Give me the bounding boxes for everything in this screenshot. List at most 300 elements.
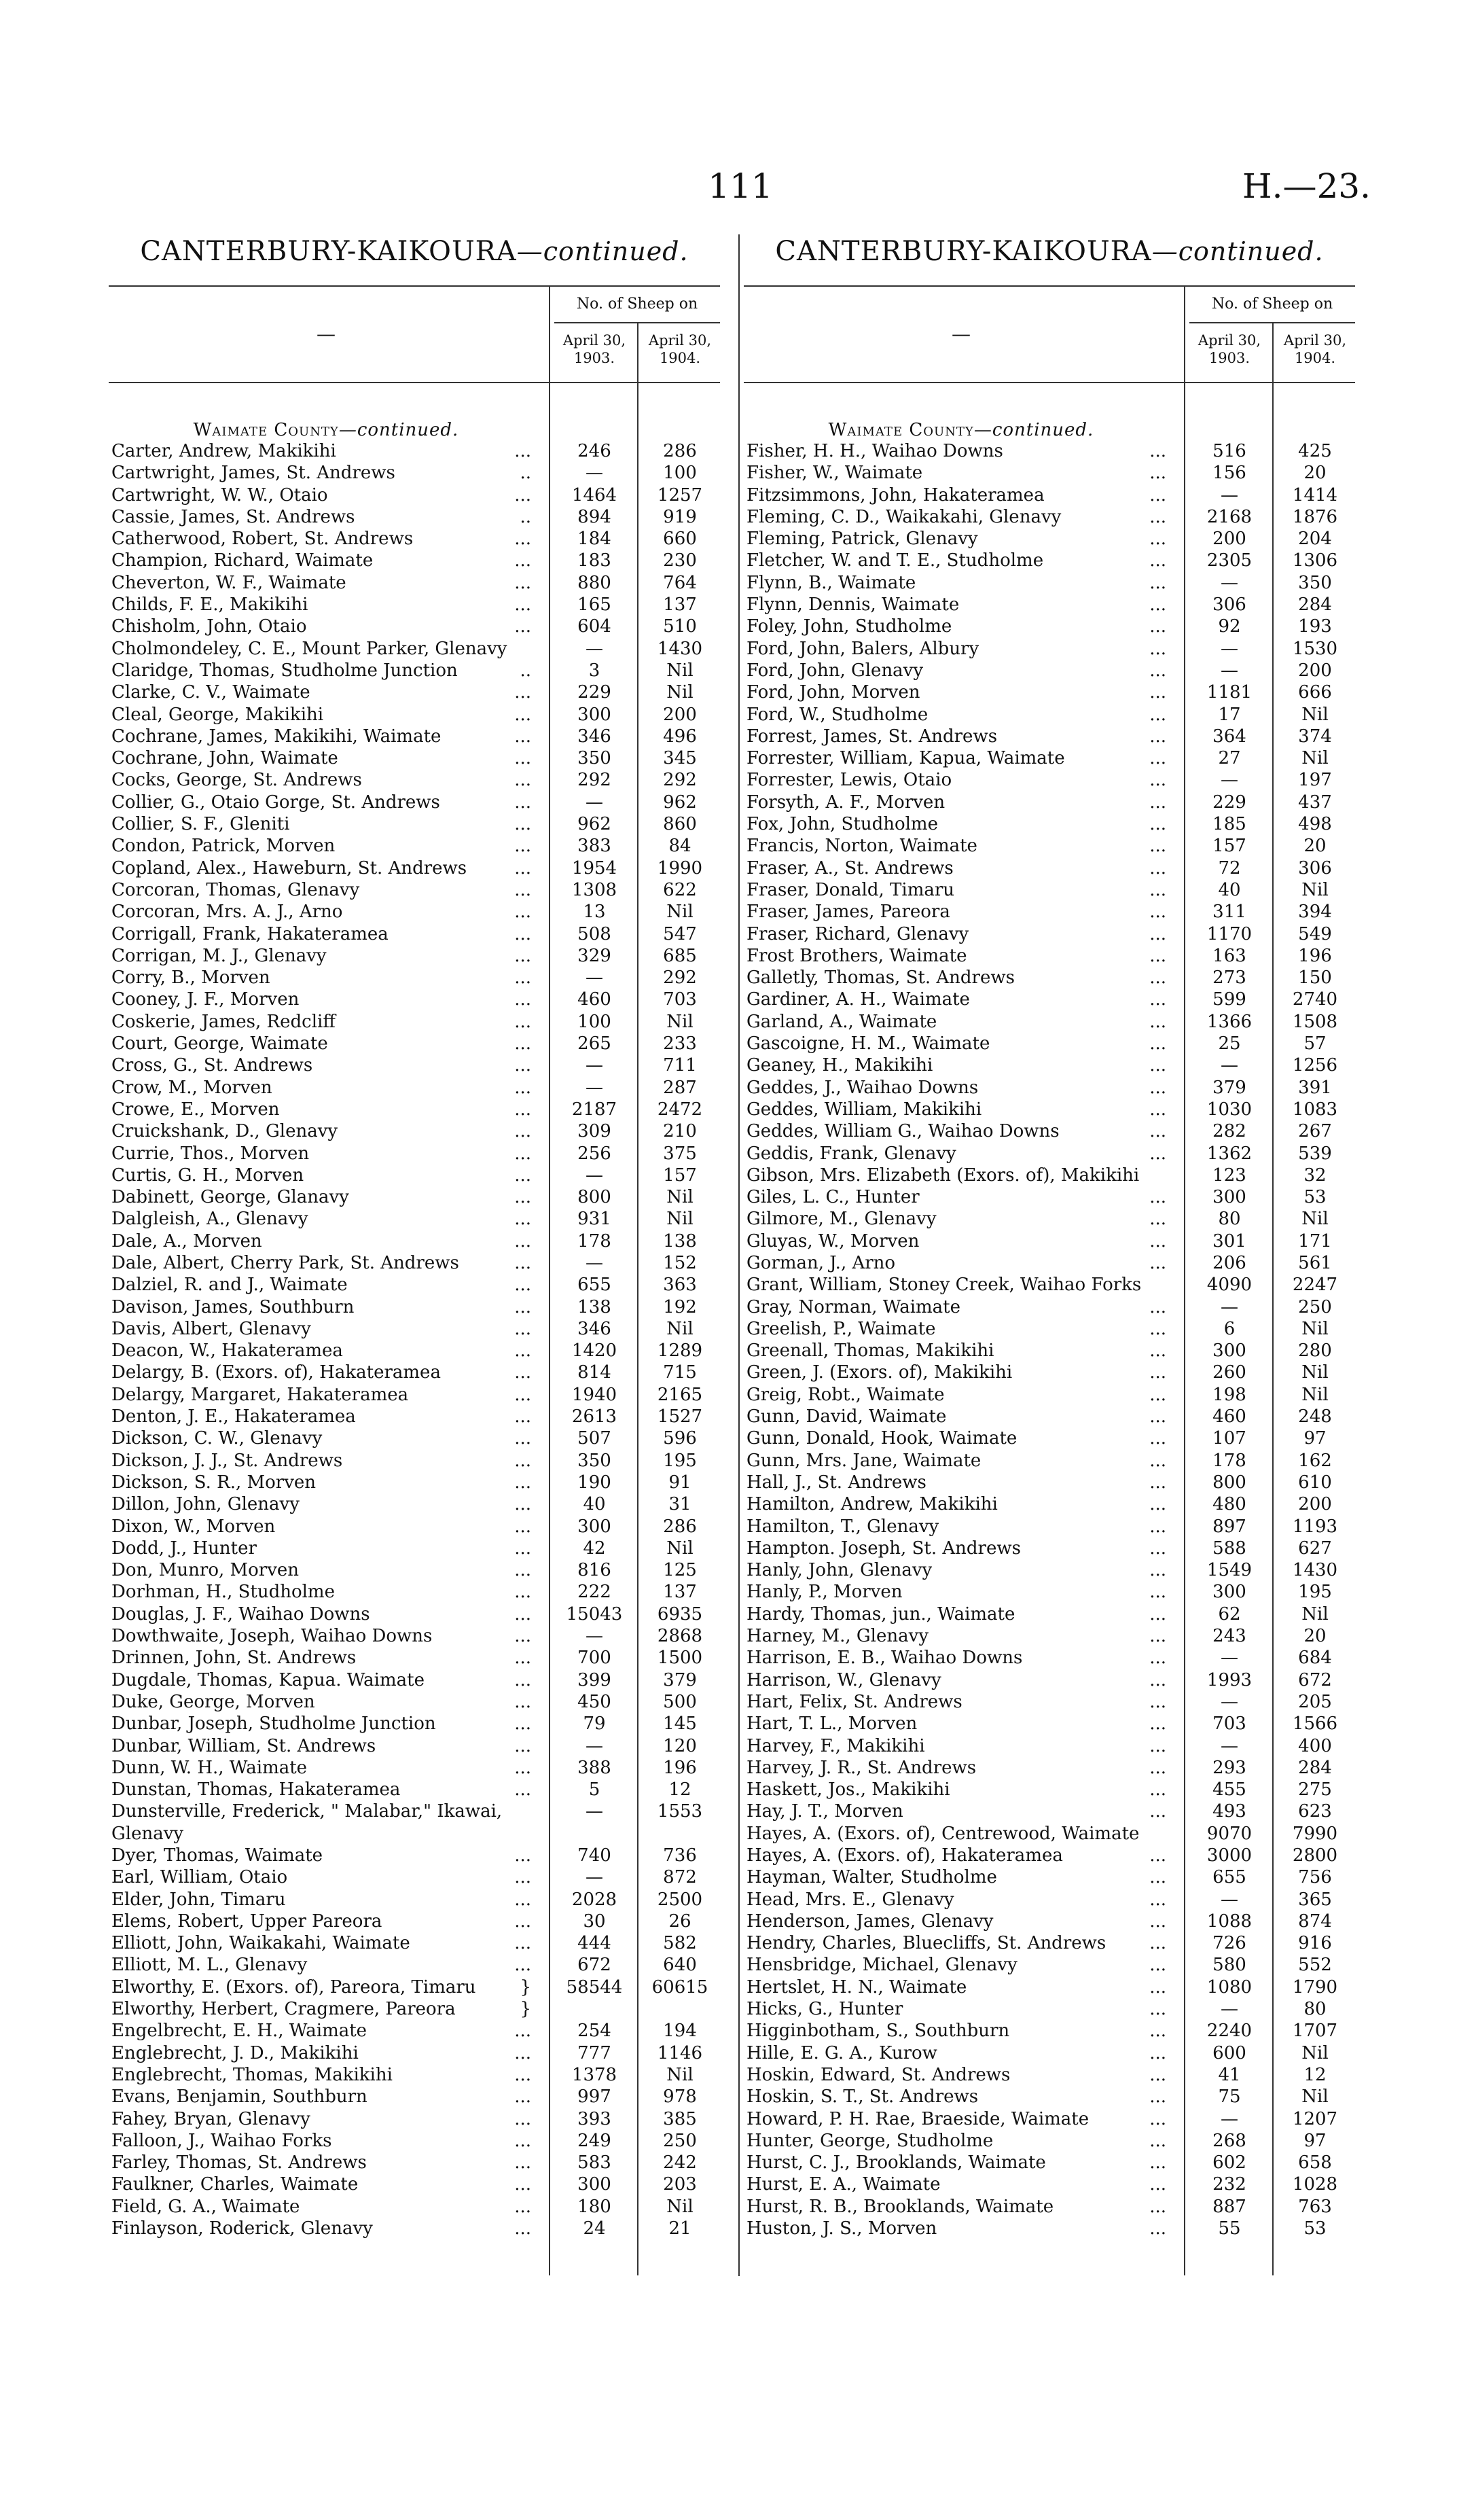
leader-dots: ... <box>1145 1889 1166 1911</box>
leader-dots: ... <box>1145 747 1166 769</box>
leader-dots: ... <box>510 1143 531 1165</box>
sheep-1904: 200 <box>663 704 697 725</box>
sheep-1904: 197 <box>1298 770 1332 791</box>
sheep-1904: 1146 <box>657 2042 703 2063</box>
sheep-1904: 622 <box>663 879 697 900</box>
owner-name: Dickson, J. J., St. Andrews ... <box>111 1450 531 1471</box>
sheep-1903: 79 <box>583 1714 606 1735</box>
sheep-1903: 997 <box>577 2087 611 2108</box>
sheep-1904: 233 <box>663 1033 697 1054</box>
sheep-1903: 1464 <box>571 484 617 505</box>
table-row <box>744 1186 1355 1208</box>
owner-name: Cleal, George, Makikihi ... <box>111 704 531 725</box>
table-row <box>109 1450 720 1472</box>
sheep-1903: 393 <box>577 2108 611 2129</box>
sheep-1904: 194 <box>663 2021 697 2042</box>
sheep-1903: 80 <box>1218 1209 1241 1230</box>
sheep-1903: 894 <box>577 506 611 527</box>
leader-dots: ... <box>510 792 531 813</box>
sheep-1904: 286 <box>663 441 697 461</box>
leader-dots: ... <box>1145 1911 1166 1932</box>
year-1904-header: April 30, 1904. <box>1283 332 1347 366</box>
right-table-body <box>744 383 1355 2275</box>
owner-name: Collier, S. F., Gleniti ... <box>111 814 531 835</box>
owner-name: Cartwright, W. W., Otaio ... <box>111 484 531 505</box>
sheep-1904: 280 <box>1298 1341 1332 1362</box>
sheep-1903: 4090 <box>1206 1275 1253 1296</box>
leader-dots: ... <box>1145 1493 1166 1515</box>
owner-name: Dyer, Thomas, Waimate ... <box>111 1845 531 1866</box>
sheep-1904: 510 <box>663 616 697 637</box>
right-rows <box>744 440 1355 2239</box>
sheep-1903: 655 <box>1212 1867 1246 1888</box>
sheep-1904: 157 <box>663 1165 697 1186</box>
owner-name: Geddes, William G., Waihao Downs ... <box>746 1121 1166 1142</box>
sheep-1904: 306 <box>1298 857 1332 879</box>
owner-name: Hurst, C. J., Brooklands, Waimate ... <box>746 2152 1166 2173</box>
sheep-1904: 248 <box>1298 1406 1332 1427</box>
sheep-1903: 232 <box>1212 2174 1246 2195</box>
sheep-1904: 1876 <box>1292 506 1338 527</box>
leader-dots: ... <box>1145 1296 1166 1318</box>
sheep-1904: Nil <box>666 1011 694 1032</box>
owner-name: Hertslet, H. N., Waimate ... <box>746 1976 1166 1998</box>
owner-name: Cross, G., St. Andrews ... <box>111 1055 531 1076</box>
leader-dots: ... <box>1145 704 1166 726</box>
table-row <box>109 1581 720 1603</box>
sheep-1903: 3000 <box>1206 1845 1253 1866</box>
sheep-1904: 763 <box>1298 2196 1332 2217</box>
sheep-1904: 91 <box>668 1472 691 1493</box>
leader-dots: ... <box>1145 660 1166 681</box>
sheep-1903: 190 <box>577 1472 611 1493</box>
owner-name: Green, J. (Exors. of), Makikihi ... <box>746 1362 1166 1383</box>
sheep-1903: — <box>586 463 603 484</box>
sheep-1903: 583 <box>577 2152 611 2173</box>
sheep-1903: 516 <box>1212 441 1246 461</box>
sheep-1904: 684 <box>1298 1648 1332 1669</box>
left-table-header <box>109 285 720 383</box>
sheep-1904: 1566 <box>1292 1714 1338 1735</box>
owner-name: Hanly, John, Glenavy ... <box>746 1560 1166 1581</box>
table-row <box>744 835 1355 857</box>
sheep-1903: 256 <box>577 1143 611 1164</box>
leader-dots: ... <box>510 1559 531 1581</box>
owner-name: Englebrecht, Thomas, Makikihi ... <box>111 2064 531 2085</box>
leader-dots: ... <box>510 1362 531 1383</box>
sheep-1904: 204 <box>1298 529 1332 550</box>
sheep-1903: 399 <box>577 1669 611 1690</box>
sheep-1903: 814 <box>577 1362 611 1383</box>
sheep-1903: 15043 <box>566 1603 623 1625</box>
sheep-1904: 84 <box>668 836 691 857</box>
table-row <box>744 1120 1355 1142</box>
table-row <box>109 2108 720 2130</box>
owner-name: Condon, Patrick, Morven ... <box>111 836 531 857</box>
owner-name: Corcoran, Thomas, Glenavy ... <box>111 879 531 900</box>
sheep-1903: — <box>1221 1889 1238 1910</box>
owner-name: Huston, J. S., Morven ... <box>746 2218 1166 2239</box>
owner-name: Flynn, B., Waimate ... <box>746 572 1166 593</box>
table-row <box>109 638 720 660</box>
sheep-1903: — <box>586 1077 603 1098</box>
table-row <box>744 2042 1355 2064</box>
table-row <box>109 1757 720 1779</box>
leader-dots: ... <box>510 1691 531 1713</box>
owner-name: Don, Munro, Morven ... <box>111 1560 531 1581</box>
owner-name: Coskerie, James, Redcliff ... <box>111 1011 531 1032</box>
table-row <box>109 1165 720 1186</box>
table-row <box>109 1318 720 1340</box>
leader-dots: ... <box>510 550 531 571</box>
leader-dots: ... <box>1145 1976 1166 1998</box>
sheep-1903: 254 <box>577 2021 611 2042</box>
sheep-1904: 250 <box>663 2130 697 2151</box>
sheep-1904: 1527 <box>657 1406 703 1427</box>
sheep-1904: 31 <box>668 1494 691 1515</box>
table-row <box>109 550 720 571</box>
sheep-1903: — <box>1221 770 1238 791</box>
table-row <box>109 660 720 681</box>
owner-name: Hurst, E. A., Waimate ... <box>746 2174 1166 2195</box>
table-row <box>744 1581 1355 1603</box>
sheep-1904: 2472 <box>657 1099 703 1120</box>
owner-name: Elliott, John, Waikakahi, Waimate ... <box>111 1933 531 1954</box>
table-row <box>109 1647 720 1669</box>
leader-dots: ... <box>510 704 531 726</box>
sheep-1904: 1553 <box>657 1801 703 1822</box>
sheep-1904: 561 <box>1298 1252 1332 1273</box>
table-row <box>744 1538 1355 1559</box>
sheep-1904: 120 <box>663 1735 697 1756</box>
sheep-1904: 500 <box>663 1691 697 1712</box>
sheep-1903: 178 <box>577 1230 611 1252</box>
sheep-1903: 887 <box>1212 2196 1246 2217</box>
owner-name: Flynn, Dennis, Waimate ... <box>746 594 1166 616</box>
owner-name: Farley, Thomas, St. Andrews ... <box>111 2152 531 2173</box>
leader-dots: ... <box>1145 1691 1166 1713</box>
sheep-1904: 2165 <box>657 1384 703 1405</box>
table-row <box>109 1625 720 1647</box>
sheep-1904: 195 <box>663 1450 697 1471</box>
name-column-header: — <box>317 323 336 345</box>
table-row <box>109 857 720 879</box>
table-row <box>744 1252 1355 1274</box>
leader-dots: ... <box>510 1186 531 1208</box>
sheep-1903: — <box>586 1801 603 1822</box>
sheep-1904: 1257 <box>657 484 703 505</box>
leader-dots: ... <box>510 1054 531 1076</box>
table-row <box>109 1099 720 1120</box>
sheep-1904: 6935 <box>657 1603 703 1625</box>
sheep-1904: 1530 <box>1292 638 1338 659</box>
sheep-1904: 284 <box>1298 1757 1332 1778</box>
owner-name: Currie, Thos., Morven ... <box>111 1143 531 1164</box>
leader-dots: ... <box>1145 1538 1166 1559</box>
table-row <box>744 2064 1355 2086</box>
sheep-1903: 604 <box>577 616 611 637</box>
sheep-1903: 493 <box>1212 1801 1246 1822</box>
sheep-1903: — <box>1221 1999 1238 2020</box>
owner-name: Hendry, Charles, Bluecliffs, St. Andrews ... <box>746 1933 1166 1954</box>
leader-dots: ... <box>510 1033 531 1054</box>
owner-name: Dunbar, William, St. Andrews ... <box>111 1735 531 1756</box>
leader-dots: ... <box>1145 1625 1166 1647</box>
leader-dots: ... <box>1145 989 1166 1010</box>
sheep-1904: 2247 <box>1292 1275 1338 1296</box>
table-row <box>744 1823 1355 1845</box>
sheep-1904: Nil <box>1301 748 1329 769</box>
owner-name: Englebrecht, J. D., Makikihi ... <box>111 2042 531 2063</box>
owner-name: Hunter, George, Studholme ... <box>746 2130 1166 2151</box>
sheep-1904: 210 <box>663 1121 697 1142</box>
sheep-1904: 498 <box>1298 814 1332 835</box>
leader-dots: ... <box>510 1866 531 1888</box>
sheep-1903: 62 <box>1218 1603 1241 1625</box>
owner-name: Gibson, Mrs. Elizabeth (Exors. of), Makikihi <box>746 1165 1140 1186</box>
table-row <box>109 528 720 550</box>
leader-dots: ... <box>510 2042 531 2064</box>
table-row <box>744 1625 1355 1647</box>
leader-dots: ... <box>510 1274 531 1296</box>
table-row <box>109 2086 720 2108</box>
sheep-1903: 1181 <box>1206 682 1253 703</box>
sheep-1903: 1080 <box>1206 1976 1253 1998</box>
sheep-1903: 206 <box>1212 1252 1246 1273</box>
table-row <box>109 572 720 594</box>
leader-dots: ... <box>510 1384 531 1406</box>
sheep-1903: — <box>1221 2108 1238 2129</box>
table-row <box>744 1735 1355 1757</box>
table-row <box>109 1011 720 1033</box>
leader-dots: ... <box>1145 1033 1166 1054</box>
table-row <box>109 616 720 637</box>
sheep-1903: 42 <box>583 1538 606 1559</box>
owner-name: Cocks, George, St. Andrews ... <box>111 770 531 791</box>
sheep-1904: 193 <box>1298 616 1332 637</box>
sheep-1903: 480 <box>1212 1494 1246 1515</box>
sheep-1904: 610 <box>1298 1472 1332 1493</box>
owner-name: Hurst, R. B., Brooklands, Waimate ... <box>746 2196 1166 2217</box>
leader-dots: ... <box>510 1845 531 1866</box>
table-row <box>744 1230 1355 1252</box>
owner-name: Field, G. A., Waimate ... <box>111 2196 531 2217</box>
section-heading: Waimate County—continued. <box>828 420 1094 440</box>
leader-dots: ... <box>1145 2218 1166 2239</box>
leader-dots: ... <box>510 769 531 791</box>
table-row <box>109 1384 720 1406</box>
owner-name: Fisher, W., Waimate ... <box>746 463 1166 484</box>
sheep-1904: 623 <box>1298 1801 1332 1822</box>
table-row <box>109 1493 720 1515</box>
leader-dots: ... <box>1145 1011 1166 1033</box>
table-row <box>744 945 1355 967</box>
owner-name: Denton, J. E., Hakateramea ... <box>111 1406 531 1427</box>
table-row <box>744 1647 1355 1669</box>
table-row <box>744 440 1355 462</box>
sheep-1904: 145 <box>663 1714 697 1735</box>
sheep-1904: 658 <box>1298 2152 1332 2173</box>
leader-dots: ... <box>1145 1866 1166 1888</box>
owner-name: Carter, Andrew, Makikihi ... <box>111 441 531 461</box>
owner-name: Gunn, Mrs. Jane, Waimate ... <box>746 1450 1166 1471</box>
table-row <box>744 1099 1355 1120</box>
sheep-1904: 100 <box>663 463 697 484</box>
owner-name: Gunn, Donald, Hook, Waimate ... <box>746 1428 1166 1449</box>
sheep-1903: 460 <box>1212 1406 1246 1427</box>
table-row <box>744 1757 1355 1779</box>
leader-dots: ... <box>1145 1340 1166 1362</box>
leader-dots: .. <box>516 506 531 528</box>
owner-name: Dunn, W. H., Waimate ... <box>111 1757 531 1778</box>
owner-name: Chisholm, John, Otaio ... <box>111 616 531 637</box>
leader-dots: ... <box>1145 2108 1166 2130</box>
sheep-1903: 2240 <box>1206 2021 1253 2042</box>
owner-name: Forsyth, A. F., Morven ... <box>746 792 1166 813</box>
sheep-1903: 1993 <box>1206 1669 1253 1690</box>
sheep-1903: 655 <box>577 1275 611 1296</box>
table-row <box>744 1340 1355 1362</box>
sheep-1904: 200 <box>1298 1494 1332 1515</box>
owner-name: Hille, E. G. A., Kurow ... <box>746 2042 1166 2063</box>
table-row <box>744 638 1355 660</box>
sheep-1903: 6 <box>1223 1318 1236 1339</box>
sheep-1904: Nil <box>666 682 694 703</box>
table-row <box>744 1976 1355 1998</box>
sheep-1903: — <box>1221 1648 1238 1669</box>
table-row <box>109 1033 720 1054</box>
document-reference: H.—23. <box>1242 166 1371 206</box>
sheep-1903: — <box>1221 1296 1238 1317</box>
table-row <box>744 1077 1355 1099</box>
sheep-1904: 2740 <box>1292 989 1338 1010</box>
leader-dots: ... <box>1145 1779 1166 1800</box>
sheep-1904: 400 <box>1298 1735 1332 1756</box>
table-row <box>109 726 720 747</box>
sheep-1903: 13 <box>583 902 606 923</box>
owner-name: Fisher, H. H., Waihao Downs ... <box>746 441 1166 461</box>
sheep-1903: 301 <box>1212 1230 1246 1252</box>
leader-dots: ... <box>510 616 531 637</box>
table-row <box>109 2020 720 2042</box>
sheep-1903: 24 <box>583 2218 606 2239</box>
sheep-1904: 736 <box>663 1845 697 1866</box>
sheep-1903: 1308 <box>571 879 617 900</box>
sheep-1904: 660 <box>663 529 697 550</box>
sheep-1903: 455 <box>1212 1779 1246 1800</box>
sheep-1903: 3 <box>588 660 600 681</box>
table-row <box>744 484 1355 506</box>
owner-name: Higginbotham, S., Southburn ... <box>746 2021 1166 2042</box>
table-row <box>109 989 720 1010</box>
sheep-1903: 246 <box>577 441 611 461</box>
table-row <box>744 506 1355 528</box>
left-rows <box>109 440 720 2239</box>
sheep-1903: 268 <box>1212 2130 1246 2151</box>
sheep-1903: 178 <box>1212 1450 1246 1471</box>
sheep-1904: 860 <box>663 814 697 835</box>
owner-name: Faulkner, Charles, Waimate ... <box>111 2174 531 2195</box>
table-row <box>744 1274 1355 1296</box>
sheep-1904: 97 <box>1303 1428 1327 1449</box>
leader-dots: ... <box>510 1669 531 1691</box>
owner-name: Forrester, William, Kapua, Waimate ... <box>746 748 1166 769</box>
owner-name: Ford, John, Morven ... <box>746 682 1166 703</box>
owner-name: Cartwright, James, St. Andrews .. <box>111 463 531 484</box>
owner-name: Fahey, Bryan, Glenavy ... <box>111 2108 531 2129</box>
owner-name: Douglas, J. F., Waihao Downs ... <box>111 1603 531 1625</box>
table-row <box>744 2020 1355 2042</box>
sheep-1903: 600 <box>1212 2042 1246 2063</box>
sheep-1903: 300 <box>577 2174 611 2195</box>
leader-dots: ... <box>510 1779 531 1800</box>
leader-dots: ... <box>1145 1472 1166 1493</box>
table-row <box>744 704 1355 726</box>
leader-dots: ... <box>1145 1581 1166 1603</box>
leader-dots: ... <box>510 923 531 945</box>
sheep-1903: 157 <box>1212 836 1246 857</box>
sheep-1904: 582 <box>663 1933 697 1954</box>
owner-name: Dabinett, George, Glanavy ... <box>111 1187 531 1208</box>
sheep-1903: 185 <box>1212 814 1246 835</box>
owner-name: Cruickshank, D., Glenavy ... <box>111 1121 531 1142</box>
sheep-1904: 267 <box>1298 1121 1332 1142</box>
sheep-1903: — <box>586 1252 603 1273</box>
table-row <box>744 2130 1355 2152</box>
sheep-1903: 897 <box>1212 1516 1246 1537</box>
sheep-1903: 300 <box>577 704 611 725</box>
leader-dots: ... <box>1145 594 1166 616</box>
sheep-1903: 222 <box>577 1582 611 1603</box>
year-1903-header: April 30, 1903. <box>562 332 626 366</box>
sheep-1903: 931 <box>577 1209 611 1230</box>
leader-dots: ... <box>1145 2086 1166 2108</box>
leader-dots: ... <box>1145 1077 1166 1099</box>
sheep-1903: 311 <box>1212 902 1246 923</box>
sheep-1904: 919 <box>663 506 697 527</box>
table-row <box>109 2042 720 2064</box>
table-row <box>109 1998 720 2020</box>
owner-name: Engelbrecht, E. H., Waimate ... <box>111 2021 531 2042</box>
table-row <box>744 1911 1355 1932</box>
owner-name: Harney, M., Glenavy ... <box>746 1626 1166 1647</box>
table-row <box>744 1406 1355 1427</box>
leader-dots: } <box>516 1998 531 2020</box>
sheep-1904: 2800 <box>1292 1845 1338 1866</box>
table-row <box>109 506 720 528</box>
table-row <box>744 2196 1355 2218</box>
sheep-1904: 230 <box>663 550 697 571</box>
leader-dots: ... <box>510 1932 531 1954</box>
owner-name: Corry, B., Morven ... <box>111 968 531 989</box>
sheep-1903: 1366 <box>1206 1011 1253 1032</box>
leader-dots: ... <box>510 2152 531 2173</box>
owner-name: Childs, F. E., Makikihi ... <box>111 594 531 616</box>
table-row <box>109 1274 720 1296</box>
sheep-1903: 300 <box>1212 1187 1246 1208</box>
sheep-1903: 165 <box>577 594 611 616</box>
owner-name: Hart, Felix, St. Andrews ... <box>746 1691 1166 1712</box>
leader-dots: ... <box>1145 1362 1166 1383</box>
sheep-1904: 391 <box>1298 1077 1332 1098</box>
table-row <box>109 1143 720 1165</box>
owner-name: Forrester, Lewis, Otaio ... <box>746 770 1166 791</box>
leader-dots: ... <box>510 1099 531 1120</box>
owner-name: Gluyas, W., Morven ... <box>746 1230 1166 1252</box>
owner-name: Geaney, H., Makikihi ... <box>746 1055 1166 1076</box>
owner-name: Fraser, A., St. Andrews ... <box>746 857 1166 879</box>
owner-name: Finlayson, Roderick, Glenavy ... <box>111 2218 531 2239</box>
